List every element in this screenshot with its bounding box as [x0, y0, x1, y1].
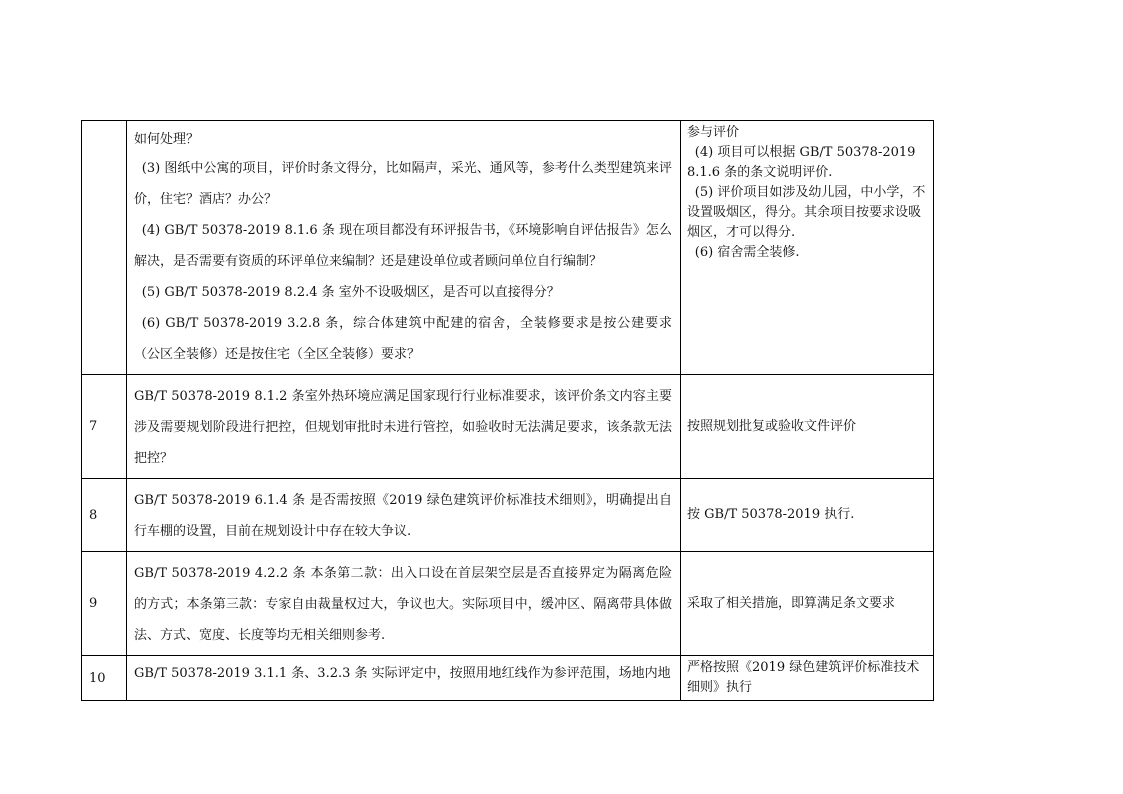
answer-line: 严格按照《2019 绿色建筑评价标准技术细则》执行 — [687, 660, 920, 695]
answer-line: 按 GB/T 50378-2019 执行. — [687, 507, 855, 522]
answer-cell — [681, 375, 934, 479]
question-cell — [127, 375, 681, 479]
question-line: GB/T 50378-2019 4.2.2 条 本条第二款：出入口设在首层架空层是否直接界定为隔离危险的方式；本条第三款：专家自由裁量权过大，争议也大。实际项目中，缓冲区、隔离带具体做法、方式、宽度、长度等均无相关细则参考. — [134, 566, 672, 643]
table-row — [82, 656, 934, 701]
table-row — [82, 479, 934, 552]
answer-cell — [681, 656, 934, 701]
question-line: 如何处理？ — [134, 132, 200, 147]
row-number: 8 — [82, 479, 127, 552]
answer-cell — [681, 121, 934, 375]
question-line: GB/T 50378-2019 8.1.2 条室外热环境应满足国家现行行业标准要求，该评价条文内容主要涉及需要规划阶段进行把控，但规划审批时未进行管控，如验收时无法满足要求，该条款无法把控？ — [134, 389, 672, 466]
question-line: (6) GB/T 50378-2019 3.2.8 条，综合体建筑中配建的宿舍，全装修要求是按公建要求（公区全装修）还是按住宅（全区全装修）要求？ — [134, 316, 672, 362]
answer-line: 参与评价 — [687, 125, 740, 140]
row-number: 9 — [82, 552, 127, 656]
answer-line: (5) 评价项目如涉及幼儿园，中小学，不设置吸烟区，得分。其余项目按要求设吸烟区，才可以得分. — [687, 185, 926, 240]
answer-line: 采取了相关措施，即算满足条文要求 — [687, 595, 896, 611]
table-row — [82, 121, 934, 375]
question-line: (3) 图纸中公寓的项目，评价时条文得分，比如隔声，采光、通风等，参考什么类型建筑来评价，住宅？酒店？办公？ — [134, 161, 672, 207]
answer-cell — [681, 479, 934, 552]
review-table — [81, 120, 934, 701]
question-line: (5) GB/T 50378-2019 8.2.4 条 室外不设吸烟区，是否可以直接得分？ — [141, 285, 560, 300]
row-number: 10 — [82, 656, 127, 701]
question-cell — [127, 121, 681, 375]
answer-line: 按照规划批复或验收文件评价 — [687, 418, 857, 434]
row-number: 7 — [82, 375, 127, 479]
answer-line: (4) 项目可以根据 GB/T 50378-2019 8.1.6 条的条文说明评价. — [687, 145, 916, 180]
question-cell — [127, 479, 681, 552]
question-cell — [127, 552, 681, 656]
question-line: GB/T 50378-2019 6.1.4 条 是否需按照《2019 绿色建筑评价标准技术细则》，明确提出自行车棚的设置，目前在规划设计中存在较大争议. — [134, 493, 672, 539]
question-line: (4) GB/T 50378-2019 8.1.6 条 现在项目都没有环评报告书，《环境影响自评估报告》怎么解决，是否需要有资质的环评单位来编制？还是建设单位或者顾问单位自行编制？ — [134, 223, 672, 269]
question-line: GB/T 50378-2019 3.1.1 条、3.2.3 条 实际评定中，按照用地红线作为参评范围，场地内地 — [134, 666, 671, 681]
table-row — [82, 552, 934, 656]
row-number — [82, 121, 127, 375]
answer-cell — [681, 552, 934, 656]
answer-line: (6) 宿舍需全装修. — [694, 245, 800, 260]
question-cell — [127, 656, 681, 701]
table-row — [82, 375, 934, 479]
